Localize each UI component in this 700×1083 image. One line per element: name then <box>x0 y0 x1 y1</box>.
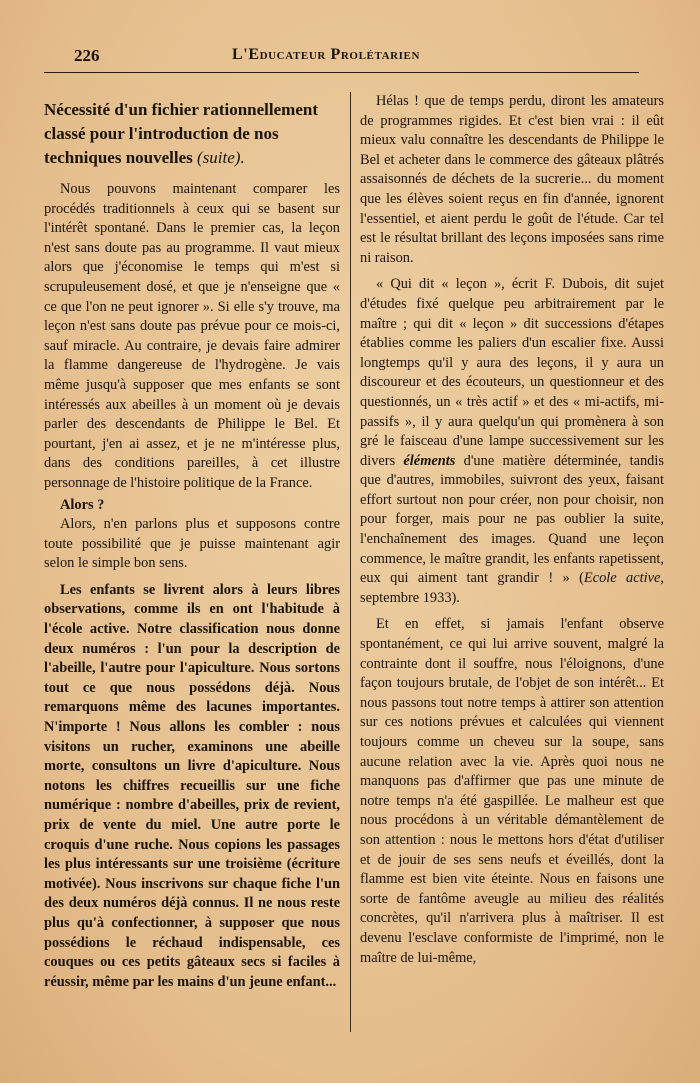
left-column <box>44 92 340 992</box>
paragraph-4: Hélas ! que de temps perdu, diront les amateurs de programmes rigides. Et c'est bien vrai : il eût mieux valu connaître les descendants de Philippe le Bel et acheter dans le commerce des gâteaux plâtrés assaisonnés de déchets de la sucrerie... du moment que les élèves soient reçus en fin d'année, ignorent l'essentiel, et aient perdu le goût de l'étude. Car tel est le résultat brillant des leçons imposées sans rime ni raison. <box>360 93 664 266</box>
running-title: L'Educateur Prolétarien <box>232 46 421 63</box>
paragraph-5-text: « Qui dit « leçon », écrit F. Dubois, dit sujet d'études fixé quelque peu arbitrairement par le maître ; qui dit « leçon » dit successions d'étapes établies comme les paliers d'un escalier fixe. Aussi longtemps qu'il y aura des leçons, il y aura un discoureur et des écouteurs, un questionneur et des questionnés, un « très actif » et des « mi-actifs, mi-passifs », il y aura quelqu'un qui promènera à son gré le faisceau d'une lampe successivement sur les divers <box>360 276 664 469</box>
paragraph-5 <box>360 275 664 608</box>
source-title: Ecole active <box>583 570 661 587</box>
article-title-text: Nécessité d'un fichier rationnellement classé pour l'introduction de nos techniques nouvelles <box>44 100 319 167</box>
page-number: 226 <box>74 46 100 65</box>
article-title <box>44 98 340 170</box>
page-header <box>44 40 639 73</box>
paragraph-2: Alors, n'en parlons plus et supposons contre toute possibilité que je puisse maintenant agir selon le simple bon sens. <box>44 516 340 572</box>
paragraph-6: Et en effet, si jamais l'enfant observe spontanément, ce qui lui arrive souvent, malgré la contrainte dont il souffre, nous l'éloignons, d'une façon toujours brutale, de l'objet de son intérêt... Et nous passons tout notre temps à attirer son attention sur ces notions prévues et calculées qui viennent toujours comme un cheveu sur la soupe, sans aucune relation avec la vie. Après quoi nous ne manquons pas d'affirmer que pas une minute de notre temps n'a été gaspillée. Le malheur est que nous procédons à un véritable démantèlement de son attention : nous le mettons hors d'état d'utiliser et de jouir de ses sens neufs et éveillés, dont la flamme est bien vite éteinte. Nous en faisons une sorte de fantôme aveugle au milieu des réalités concrètes, qu'il n'arrivera plus à maîtriser. Il est devenu l'esclave conformiste de l'imprimé, non le maître de lui-même, <box>360 616 664 966</box>
emphasis-elements: éléments <box>403 452 456 469</box>
paragraph-5-rest: d'une matière déterminée, tandis que d'autres, immobiles, suivront des yeux, faisant effort surtout non pour créer, non pour choisir, non pour forger, mais pour ne pas oublier la suite, l'enchaînement des images. Quand une leçon commence, le maître grandit, les enfants rapetissent, eux qui aiment tant grandir ! » ( <box>360 452 664 587</box>
right-column <box>360 92 664 968</box>
paragraph-1: Nous pouvons maintenant comparer les procédés traditionnels à ceux qui se basent sur l'intérêt spontané. Dans le premier cas, la leçon n'est sans doute pas au programme. Il vaut mieux alors que j'économise le temps qui m'est si scrupuleusement dosé, et que je n'enseigne que « ce que l'on ne peut ignorer ». Si elle s'y trouve, ma leçon n'est sans doute pas prévue pour ce mois-ci, sauf miracle. Au contraire, je devais faire admirer la flamme dangereuse de l'hydrogène. Je vais même jusqu'à supposer que mes enfants se sont intéressés aux abeilles à un moment où je devais parler des descendants de Philippe le Bel. Et pourtant, j'en ai assez, et je ne m'intéresse plus, dans des conditions pareilles, à cet illustre personnage de l'histoire politique de la France. <box>44 181 340 491</box>
paragraph-3: Les enfants se livrent alors à leurs libres observations, comme ils en ont l'habitude à l'école active. Notre classification nous donne deux numéros : l'un pour la description de l'abeille, l'autre pour l'apiculture. Nous sortons tout ce que nous possédons déjà. Nous remarquons même des lacunes importantes. N'importe ! Nous allons les combler : nous visitons un rucher, examinons une abeille morte, consultons un livre d'apiculture. Nous notons les chiffres recueillis sur une fiche numérique : nombre d'abeilles, prix de revient, prix de vente du miel. Une autre porte le croquis d'une ruche. Nous copions les passages les plus intéressants sur une troisième (écriture motivée). Nous inscrivons sur chaque fiche l'un des deux numéros déjà connus. Il ne nous reste plus qu'à confectionner, à supposer que nous possédions le réchaud indispensable, ces couques ou ces petits gâteaux secs si faciles à réussir, même par les mains d'un jeune enfant... <box>44 581 340 990</box>
column-divider <box>350 92 351 1032</box>
source-date: , septembre 1933). <box>360 570 664 606</box>
article-title-suffix: (suite). <box>197 148 245 167</box>
subheading-alors: Alors ? <box>60 496 105 513</box>
